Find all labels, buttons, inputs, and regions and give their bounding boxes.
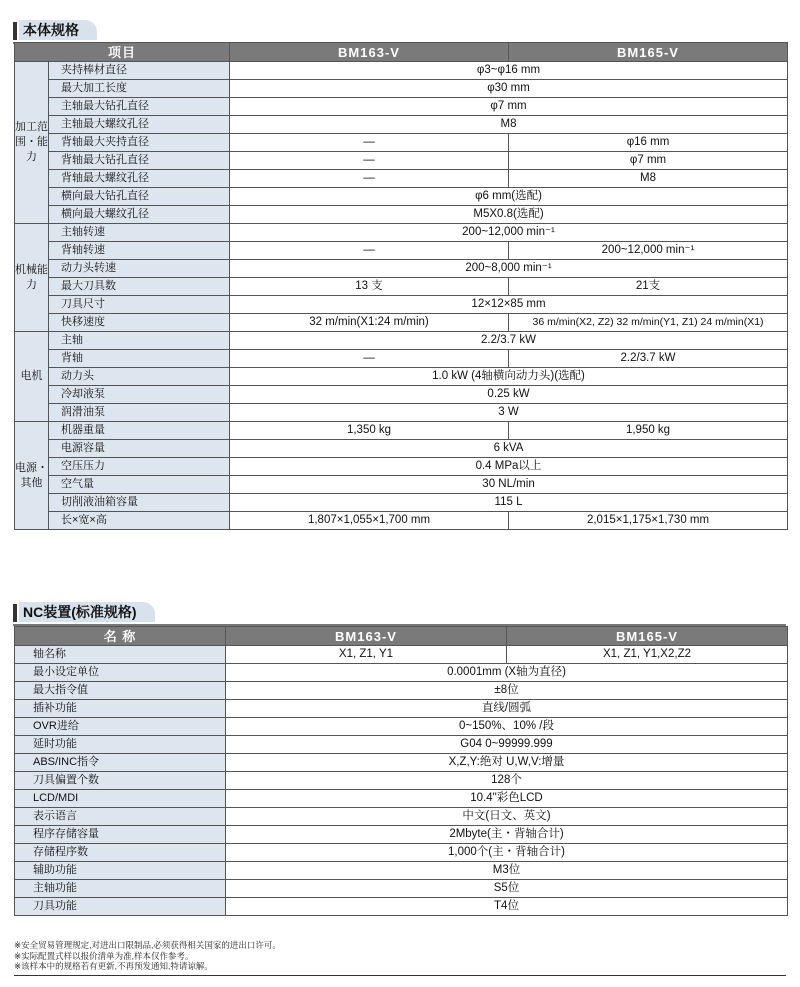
row-value: 0.0001mm (X轴为直径) <box>226 664 788 682</box>
spec-row <box>15 206 788 224</box>
spec-row <box>15 80 788 98</box>
group-label: 机械能力 <box>15 224 49 332</box>
spec-row <box>15 278 788 296</box>
row-value-model-2: X1, Z1, Y1,X2,Z2 <box>507 646 788 664</box>
heading-marker <box>13 22 17 40</box>
row-value: T4位 <box>226 898 788 916</box>
row-value: X,Z,Y:绝对 U,W,V:增量 <box>226 754 788 772</box>
nc-table <box>14 626 788 916</box>
spec-row <box>15 62 788 80</box>
row-label: 机器重量 <box>49 422 230 440</box>
nc-row <box>15 880 788 898</box>
row-label: 最大指令值 <box>15 682 226 700</box>
row-value-model-2: 2.2/3.7 kW <box>509 350 788 368</box>
spec-row <box>15 98 788 116</box>
row-label: 主轴 <box>49 332 230 350</box>
row-label: 延时功能 <box>15 736 226 754</box>
row-value-model-2: 21支 <box>509 278 788 296</box>
group-label: 电源・其他 <box>15 422 49 530</box>
spec-row <box>15 476 788 494</box>
row-label: 刀具功能 <box>15 898 226 916</box>
row-value-model-1: — <box>230 350 509 368</box>
row-label: 电源容量 <box>49 440 230 458</box>
row-value: M8 <box>230 116 788 134</box>
row-value: S5位 <box>226 880 788 898</box>
row-label: 主轴最大钻孔直径 <box>49 98 230 116</box>
spec-row <box>15 134 788 152</box>
row-label: 最小设定单位 <box>15 664 226 682</box>
nc-row <box>15 736 788 754</box>
row-value: 1,000个(主・背轴合计) <box>226 844 788 862</box>
header-name: 名 称 <box>15 627 226 646</box>
row-label: LCD/MDI <box>15 790 226 808</box>
nc-row <box>15 664 788 682</box>
row-label: 程序存储容量 <box>15 826 226 844</box>
row-label: ABS/INC指令 <box>15 754 226 772</box>
footnotes <box>14 940 281 972</box>
spec-row <box>15 170 788 188</box>
spec-section-title: 本体规格 <box>19 20 97 40</box>
nc-row <box>15 808 788 826</box>
row-value: 1.0 kW (4轴横向动力头)(选配) <box>230 368 788 386</box>
row-value-model-1: 32 m/min(X1:24 m/min) <box>230 314 509 332</box>
row-value-model-1: X1, Z1, Y1 <box>226 646 507 664</box>
spec-section-heading <box>13 20 786 44</box>
row-value: 30 NL/min <box>230 476 788 494</box>
row-label: 动力头 <box>49 368 230 386</box>
row-label: 背轴最大夹持直径 <box>49 134 230 152</box>
row-value-model-2: φ16 mm <box>509 134 788 152</box>
row-label: 空压压力 <box>49 458 230 476</box>
row-label: 主轴转速 <box>49 224 230 242</box>
spec-row <box>15 116 788 134</box>
row-value: 10.4"彩色LCD <box>226 790 788 808</box>
row-label: 快移速度 <box>49 314 230 332</box>
header-model-1: BM163-V <box>230 43 509 62</box>
header-model-1: BM163-V <box>226 627 507 646</box>
row-value-model-2: 1,950 kg <box>509 422 788 440</box>
row-label: 动力头转速 <box>49 260 230 278</box>
row-label: 背轴最大螺纹孔径 <box>49 170 230 188</box>
row-label: 存储程序数 <box>15 844 226 862</box>
group-label: 加工范围・能力 <box>15 62 49 224</box>
row-label: 辅助功能 <box>15 862 226 880</box>
row-value-model-1: 1,350 kg <box>230 422 509 440</box>
spec-row <box>15 296 788 314</box>
row-label: 主轴功能 <box>15 880 226 898</box>
row-value: 0.25 kW <box>230 386 788 404</box>
spec-row <box>15 368 788 386</box>
spec-row <box>15 512 788 530</box>
spec-row <box>15 260 788 278</box>
spec-row <box>15 332 788 350</box>
row-label: 背轴 <box>49 350 230 368</box>
row-value-model-2: 36 m/min(X2, Z2) 32 m/min(Y1, Z1) 24 m/min(X1) <box>509 314 788 332</box>
row-value: 直线/圆弧 <box>226 700 788 718</box>
row-value-model-1: 1,807×1,055×1,700 mm <box>230 512 509 530</box>
row-label: 横向最大螺纹孔径 <box>49 206 230 224</box>
row-label: 切削液油箱容量 <box>49 494 230 512</box>
row-value-model-1: 13 支 <box>230 278 509 296</box>
row-value: M5X0.8(选配) <box>230 206 788 224</box>
nc-row <box>15 844 788 862</box>
heading-marker <box>13 604 17 622</box>
row-value: G04 0~99999.999 <box>226 736 788 754</box>
row-value: 0~150%、10% /段 <box>226 718 788 736</box>
row-value: 115 L <box>230 494 788 512</box>
spec-table <box>14 42 788 530</box>
spec-row <box>15 422 788 440</box>
row-label: 背轴转速 <box>49 242 230 260</box>
spec-row <box>15 350 788 368</box>
row-value: 6 kVA <box>230 440 788 458</box>
nc-row <box>15 754 788 772</box>
row-label: 刀具尺寸 <box>49 296 230 314</box>
spec-row <box>15 494 788 512</box>
nc-table-header <box>15 627 788 646</box>
row-label: 夹持棒材直径 <box>49 62 230 80</box>
nc-row <box>15 862 788 880</box>
footnote: ※安全贸易管理规定,对进出口限制品,必须获得相关国家的进出口许可。 <box>14 940 281 950</box>
spec-row <box>15 458 788 476</box>
row-value: ±8位 <box>226 682 788 700</box>
header-item: 项目 <box>15 43 230 62</box>
spec-row <box>15 188 788 206</box>
group-label: 电机 <box>15 332 49 422</box>
row-value: 2Mbyte(主・背轴合计) <box>226 826 788 844</box>
spec-row <box>15 152 788 170</box>
row-value: 12×12×85 mm <box>230 296 788 314</box>
nc-row <box>15 718 788 736</box>
footnote: ※实际配置式样以报价清单为准,样本仅作参考。 <box>14 950 194 961</box>
row-label: 最大加工长度 <box>49 80 230 98</box>
spec-row <box>15 440 788 458</box>
spec-row <box>15 386 788 404</box>
row-value: 200~8,000 min⁻¹ <box>230 260 788 278</box>
bottom-rule <box>14 975 786 976</box>
row-label: 横向最大钻孔直径 <box>49 188 230 206</box>
row-label: 主轴最大螺纹孔径 <box>49 116 230 134</box>
row-value-model-2: 2,015×1,175×1,730 mm <box>509 512 788 530</box>
row-label: 冷却液泵 <box>49 386 230 404</box>
row-value-model-1: — <box>230 170 509 188</box>
nc-row <box>15 772 788 790</box>
nc-row <box>15 790 788 808</box>
row-label: 轴名称 <box>15 646 226 664</box>
header-model-2: BM165-V <box>509 43 788 62</box>
row-value: 中文(日文、英文) <box>226 808 788 826</box>
spec-row <box>15 242 788 260</box>
row-label: 润滑油泵 <box>49 404 230 422</box>
row-value: φ3~φ16 mm <box>230 62 788 80</box>
row-label: OVR进给 <box>15 718 226 736</box>
row-value-model-1: — <box>230 152 509 170</box>
row-label: 背轴最大钻孔直径 <box>49 152 230 170</box>
row-value: φ30 mm <box>230 80 788 98</box>
spec-table-header <box>15 43 788 62</box>
row-label: 表示语言 <box>15 808 226 826</box>
row-value: 2.2/3.7 kW <box>230 332 788 350</box>
row-label: 最大刀具数 <box>49 278 230 296</box>
footnote: ※该样本中的规格若有更新,不再预发通知,特请谅解。 <box>14 961 213 971</box>
spec-row <box>15 314 788 332</box>
spec-row <box>15 404 788 422</box>
row-value-model-1: — <box>230 134 509 152</box>
row-value-model-1: — <box>230 242 509 260</box>
row-value-model-2: M8 <box>509 170 788 188</box>
row-value: M3位 <box>226 862 788 880</box>
spec-row <box>15 224 788 242</box>
nc-row <box>15 646 788 664</box>
nc-section-title: NC装置(标准规格) <box>19 602 155 622</box>
row-label: 刀具偏置个数 <box>15 772 226 790</box>
row-label: 空气量 <box>49 476 230 494</box>
nc-row <box>15 682 788 700</box>
row-value: φ6 mm(选配) <box>230 188 788 206</box>
row-value: 200~12,000 min⁻¹ <box>230 224 788 242</box>
nc-row <box>15 700 788 718</box>
row-value-model-2: φ7 mm <box>509 152 788 170</box>
nc-row <box>15 898 788 916</box>
row-value-model-2: 200~12,000 min⁻¹ <box>509 242 788 260</box>
row-value: 3 W <box>230 404 788 422</box>
nc-section-heading <box>13 602 786 626</box>
row-value: φ7 mm <box>230 98 788 116</box>
row-value: 0.4 MPa以上 <box>230 458 788 476</box>
nc-row <box>15 826 788 844</box>
row-label: 插补功能 <box>15 700 226 718</box>
header-model-2: BM165-V <box>507 627 788 646</box>
row-label: 长×宽×高 <box>49 512 230 530</box>
row-value: 128个 <box>226 772 788 790</box>
